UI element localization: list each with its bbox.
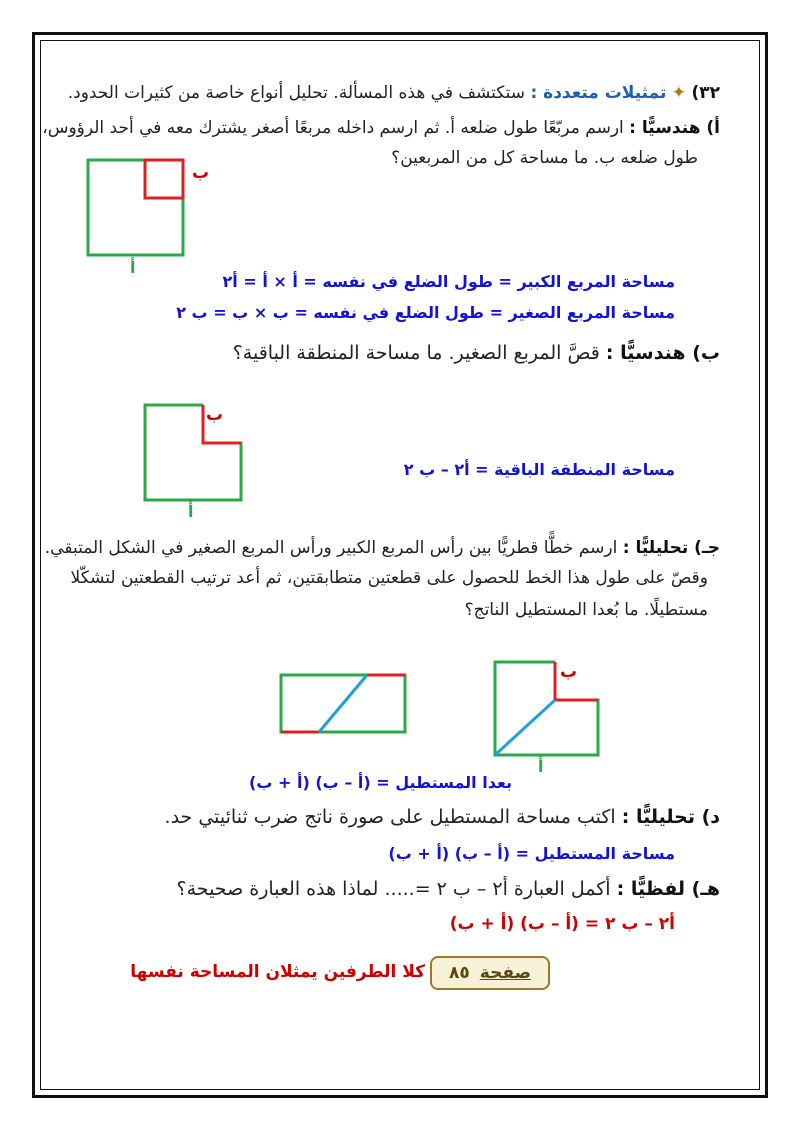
page-number-box [430, 956, 550, 990]
fig-a-label-b: ب [192, 163, 210, 183]
part-c-label: جـ) تحليليًّا : [622, 538, 720, 558]
part-a-answer1: مساحة المربع الكبير = طول الضلع في نفسه = أ × أ = أ٢ [222, 272, 675, 291]
fig-c-lshape-diagonal [495, 700, 555, 755]
problem-intro: ستكتشف في هذه المسألة. تحليل أنواع خاصة من كثيرات الحدود. [67, 83, 526, 103]
part-c-text1: ارسم خطًّا قطريًّا بين رأس المربع الكبير ورأس المربع الصغير في الشكل المتبقي. [44, 538, 618, 558]
part-d-text: اكتب مساحة المستطيل على صورة ناتج ضرب ثنائيتي حد. [164, 806, 616, 828]
part-e-answer: أ٢ – ب ٢ = (أ – ب) (أ + ب) [449, 914, 675, 934]
page-label: صفحة [479, 963, 531, 983]
fig-c-label-a: أ [538, 757, 544, 776]
part-e-text: أكمل العبارة أ٢ – ب ٢ =..... لماذا هذه العبارة صحيحة؟ [176, 878, 611, 900]
part-c-text3: مستطيلًا. ما بُعدا المستطيل الناتج؟ [464, 600, 708, 620]
part-e-reason: كلا الطرفين يمثلان المساحة نفسها [130, 962, 425, 982]
part-c-text2: وقصّ على طول هذا الخط للحصول على قطعتين متطابقتين، ثم أعد ترتيب القطعتين لتشكّلا [70, 568, 708, 588]
part-d-line [165, 806, 720, 828]
part-c-answer: بعدا المستطيل = (أ – ب) (أ + ب) [249, 773, 512, 792]
page-number: ٨٥ [449, 963, 470, 983]
puzzle-icon: ✦ [671, 83, 687, 103]
part-a-text2: طول ضلعه ب. ما مساحة كل من المربعين؟ [391, 148, 698, 168]
fig-c-label-b: ب [560, 662, 578, 682]
part-e-label: هـ) لفظيًّا : [616, 878, 720, 900]
part-b-label: ب) هندسيًّا : [605, 342, 720, 364]
part-a-text1: ارسم مربّعًا طول ضلعه أ. ثم ارسم داخله مربعًا أصغر يشترك معه في أحد الرؤوس، [42, 118, 624, 138]
fig-b-label-a: أ [188, 502, 194, 521]
fig-c-rect-diagonal [319, 675, 367, 732]
part-d-answer: مساحة المستطيل = (أ – ب) (أ + ب) [388, 844, 675, 863]
part-e-line [177, 878, 720, 900]
part-b-text: قصَّ المربع الصغير. ما مساحة المنطقة الباقية؟ [232, 342, 600, 364]
fig-a-label-a: أ [130, 258, 136, 277]
fig-b-label-b: ب [206, 405, 224, 425]
part-d-label: د) تحليليًّا : [621, 806, 720, 828]
problem-title: تمثيلات متعددة : [530, 83, 667, 103]
part-a-answer2: مساحة المربع الصغير = طول الضلع في نفسه = ب × ب = ب ٢ [176, 303, 675, 322]
problem-number: ٣٢) [691, 83, 720, 103]
part-a-label: أ) هندسيًّا : [629, 118, 720, 138]
part-b-answer: مساحة المنطقة الباقية = أ٢ – ب ٢ [403, 460, 675, 479]
